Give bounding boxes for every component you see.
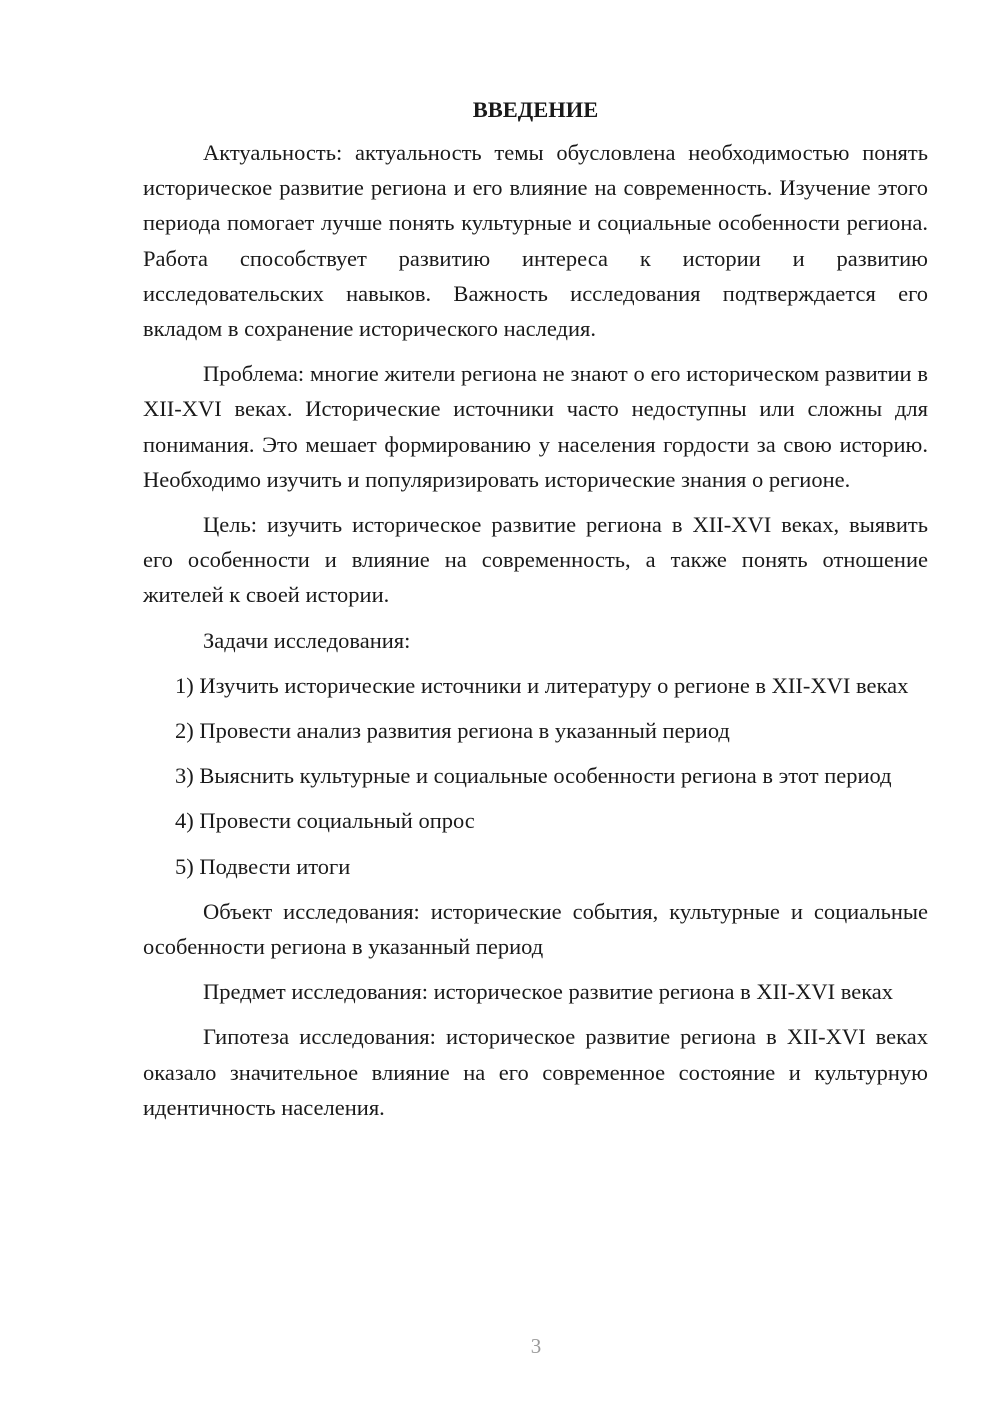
page-content	[143, 95, 928, 1135]
task-item: 5) Подвести итоги	[175, 853, 351, 879]
task-item: 2) Провести анализ развития региона в указанный период	[175, 718, 730, 744]
task-item: 1) Изучить исторические источники и литературу о регионе в XII-XVI веках	[175, 672, 909, 698]
task-item: 4) Провести социальный опрос	[175, 808, 475, 834]
problem-paragraph: Проблема: многие жители региона не знают о его историческом развитии в XII-XVI веках. Исторические источники часто недоступны или сложны для понимания. Это мешает формированию у населения гордости за свою историю. Необходимо изучить и популяризировать исторические знания о регионе.	[143, 361, 928, 492]
goal-paragraph: Цель: изучить историческое развитие региона в XII-XVI веках, выявить его особенности и влияние на современность, а также понять отношение жителей к своей истории.	[143, 512, 928, 608]
section-title: ВВЕДЕНИЕ	[472, 97, 599, 122]
hypothesis-paragraph: Гипотеза исследования: историческое развитие региона в XII-XVI веках оказало значительное влияние на его современное состояние и культурную идентичность населения.	[143, 1024, 928, 1120]
relevance-paragraph: Актуальность: актуальность темы обусловлена необходимостью понять историческое развитие региона и его влияние на современность. Изучение этого периода помогает лучше понять культурные и социальные особенности региона. Работа способствует развитию интереса к истории и развитию исследовательских навыков. Важность исследования подтверждается его вкладом в сохранение исторического наследия.	[143, 140, 928, 342]
subject-paragraph: Предмет исследования: историческое развитие региона в XII-XVI веках	[203, 979, 894, 1005]
tasks-heading: Задачи исследования:	[203, 627, 411, 653]
object-paragraph: Объект исследования: исторические события, культурные и социальные особенности региона в указанный период	[143, 898, 928, 960]
page-number: 3	[530, 1334, 542, 1358]
task-item: 3) Выяснить культурные и социальные особенности региона в этот период	[175, 763, 892, 789]
